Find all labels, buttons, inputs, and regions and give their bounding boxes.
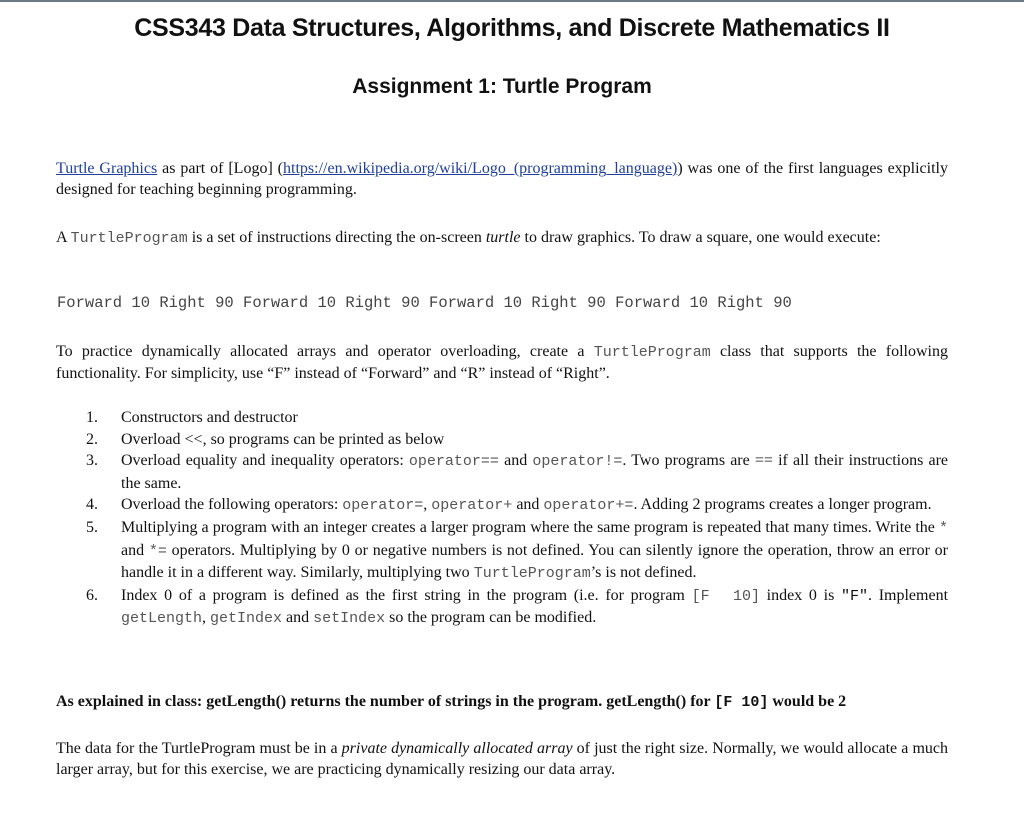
list-item: 5. Multiplying a program with an integer creates a larger program where the same program is repeated that many times. Write the * and *= operators. Multiplying by 0 or negative numbers is not defined. You can silently ignore the operation, throw an error or handle it in a different way. Similarly, multiplying two TurtleProgram’s is not defined. [86, 518, 948, 583]
list-item: 4. Overload the following operators: operator=, operator+ and operator+=. Adding 2 programs creates a longer program. [86, 496, 932, 515]
code-example: Forward 10 Right 90 Forward 10 Right 90 Forward 10 Right 90 Forward 10 Right 90 [57, 294, 792, 312]
requirements-list [56, 407, 948, 630]
assignment-title: Assignment 1: Turtle Program [352, 75, 652, 98]
inline-code: TurtleProgram [70, 230, 188, 247]
inline-code: [F 10] [714, 694, 769, 711]
list-item: 1. Constructors and destructor [86, 409, 298, 426]
list-item: 2. Overload <<, so programs can be printed as below [86, 430, 445, 448]
list-item: 3. Overload equality and inequality operators: operator== and operator!=. Two programs are == if all their instructions are the same. [86, 452, 948, 492]
top-border [0, 0, 1024, 2]
wikipedia-link[interactable]: https://en.wikipedia.org/wiki/Logo_(programming_language) [283, 160, 678, 177]
course-title: CSS343 Data Structures, Algorithms, and Discrete Mathematics II [134, 14, 890, 42]
practice-paragraph: To practice dynamically allocated arrays and operator overloading, create a TurtleProgram class that supports the following functionality. For simplicity, use “F” instead of “Forward” and “R” instead of “Right”. [56, 343, 948, 382]
getlength-note: As explained in class: getLength() returns the number of strings in the program. getLength() for [F 10] would be 2 [56, 693, 847, 711]
intro-paragraph: Turtle Graphics as part of [Logo] (https://en.wikipedia.org/wiki/Logo_(programming_language)) was one of the first languages explicitly designed for teaching beginning programming. [56, 160, 948, 198]
data-storage-paragraph: The data for the TurtleProgram must be in a private dynamically allocated array of just the right size. Normally, we would allocate a much larger array, but for this exercise, we are practicing dynamically resizing our data array. [56, 740, 948, 778]
turtle-graphics-link[interactable]: Turtle Graphics [56, 160, 158, 177]
list-item: 6. Index 0 of a program is defined as the first string in the program (i.e. for program [F 10] index 0 is "F". Implement getLength, getIndex and setIndex so the program can be modified. [86, 586, 949, 628]
turtleprogram-paragraph: A TurtleProgram is a set of instructions directing the on-screen turtle to draw graphics. To draw a square, one would execute: [56, 229, 881, 247]
inline-code: TurtleProgram [593, 344, 711, 361]
